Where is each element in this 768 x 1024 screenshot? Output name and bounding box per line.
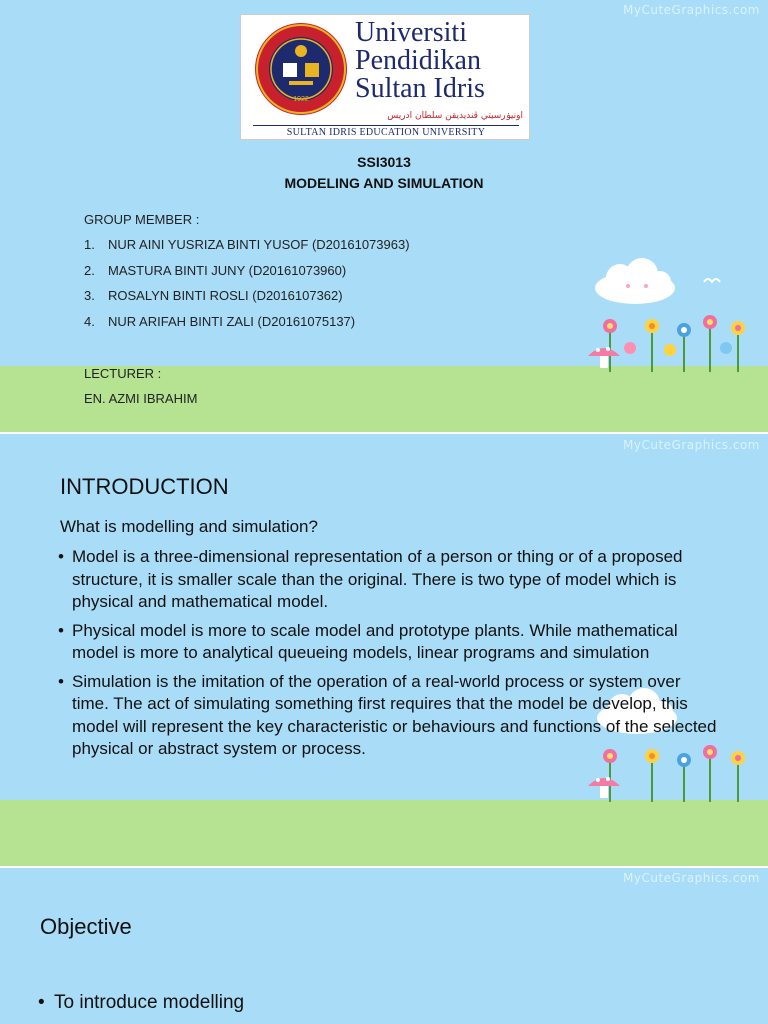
mushroom-icon [584,340,624,368]
member-item [84,314,355,329]
introduction-slide [0,434,768,866]
grass-band [0,800,768,866]
seal-year: 1922 [293,96,309,103]
list-item: • Physical model is more to scale model and prototype plants. While mathematical model is more to analytical queueing models, linear programs and simulation [58,620,718,665]
course-name: MODELING AND SIMULATION [284,175,484,191]
bullet-list [38,992,244,1014]
logo-english-name: SULTAN IDRIS EDUCATION UNIVERSITY [253,125,519,138]
bird-icon [702,272,722,288]
member-number: 1. [84,237,95,252]
logo-line-2: Pendidikan [355,45,481,76]
logo-line-3: Sultan Idris [355,73,485,104]
lecturer-name: EN. AZMI IBRAHIM [84,391,198,406]
slide-heading: Objective [40,914,132,939]
university-logo [240,14,530,140]
bullet-list [58,546,718,767]
mushroom-icon [584,770,624,798]
member-name: NUR ARIFAH BINTI ZALI (D20161075137) [108,314,356,329]
cloud-icon [590,258,680,308]
member-item [84,288,343,303]
member-number: 3. [84,288,95,303]
member-name: ROSALYN BINTI ROSLI (D2016107362) [108,288,343,303]
member-item [84,237,410,252]
course-code: SSI3013 [357,154,411,170]
list-item: • Model is a three-dimensional representation of a person or thing or of a proposed structure, it is smaller scale than the original. There is two type of model which is physical and mathematical model. [58,546,718,614]
watermark: MyCuteGraphics.com [623,871,760,885]
member-name: MASTURA BINTI JUNY (D20161073960) [108,263,347,278]
lecturer-label: LECTURER : [84,366,162,381]
logo-jawi: اونيۏرسيتي ڤنديديقن سلطان ادريس [387,111,523,121]
watermark: MyCuteGraphics.com [623,438,760,452]
member-name: NUR AINI YUSRIZA BINTI YUSOF (D20161073963) [108,237,410,252]
slide-heading: INTRODUCTION [60,474,229,499]
group-label: GROUP MEMBER : [84,212,200,227]
list-item: • Simulation is the imitation of the operation of a real-world process or system over time. The act of simulating something first requires that the model be develop, this model will represent the key characteristic or behaviours and functions of the selected physical or abstract system or process. [58,671,718,761]
objective-slide [0,868,768,1024]
slide-subheading: What is modelling and simulation? [60,517,318,536]
member-number: 4. [84,314,95,329]
list-item: • To introduce modelling [38,992,244,1014]
logo-line-1: Universiti [355,17,467,48]
member-item [84,263,346,278]
university-seal-icon [253,21,349,117]
member-number: 2. [84,263,95,278]
title-slide [0,0,768,432]
watermark: MyCuteGraphics.com [623,3,760,17]
